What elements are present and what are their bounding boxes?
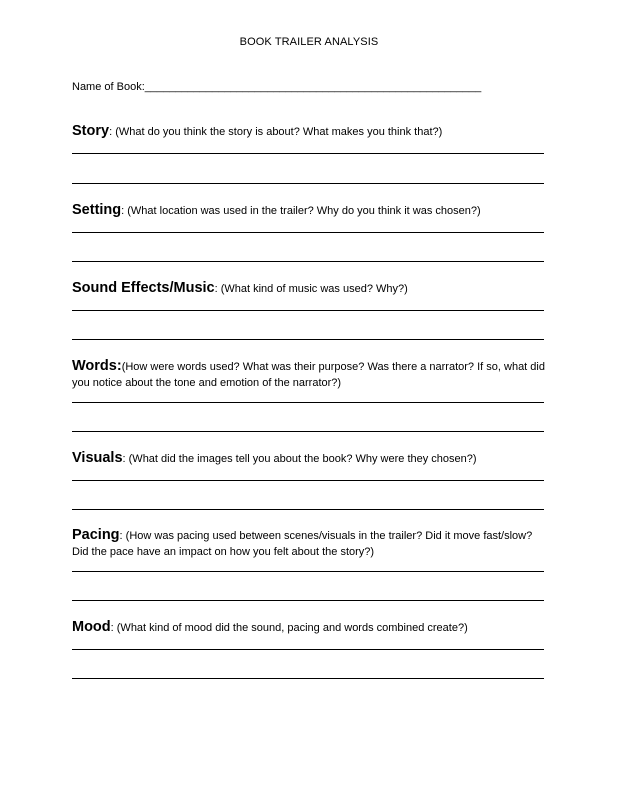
section-prompt: (How were words used? What was their purpose? Was there a narrator? If so, what did you notice about the tone and emotion of the narrator?): [72, 361, 545, 389]
section-label: Setting: [72, 202, 122, 218]
answer-line[interactable]: [72, 402, 544, 403]
name-of-book-blank[interactable]: _______________________________________________________: [144, 81, 482, 93]
answer-line[interactable]: [72, 183, 544, 184]
section-prompt: : (What do you think the story is about? What makes you think that?): [109, 126, 443, 138]
answer-line[interactable]: [72, 509, 544, 510]
section-heading: [72, 280, 546, 297]
section-heading: [72, 619, 546, 636]
section-label: Mood: [72, 619, 111, 635]
section-heading: [72, 123, 546, 140]
section-words: [72, 358, 546, 391]
section-mood: [72, 619, 546, 636]
answer-line[interactable]: [72, 678, 544, 679]
name-of-book-label: Name of Book:: [72, 81, 145, 93]
answer-line[interactable]: [72, 232, 544, 233]
section-prompt: : (What kind of mood did the sound, pacing and words combined create?): [110, 622, 468, 634]
answer-line[interactable]: [72, 310, 544, 311]
section-prompt: : (What kind of music was used? Why?): [214, 283, 408, 295]
answer-line[interactable]: [72, 480, 544, 481]
section-heading: [72, 358, 546, 391]
section-visuals: [72, 450, 546, 467]
section-label: Story: [72, 123, 110, 139]
section-prompt: : (How was pacing used between scenes/visuals in the trailer? Did it move fast/slow? Did the pace have an impact on how you felt about the story?): [72, 530, 533, 558]
section-setting: [72, 202, 546, 219]
section-sound-effects-music: [72, 280, 546, 297]
answer-line[interactable]: [72, 339, 544, 340]
section-label: Words:: [72, 358, 122, 374]
section-heading: [72, 450, 546, 467]
section-prompt: : (What location was used in the trailer? Why do you think it was chosen?): [121, 205, 481, 217]
section-label: Pacing: [72, 527, 120, 543]
answer-line[interactable]: [72, 600, 544, 601]
answer-line[interactable]: [72, 571, 544, 572]
section-label: Sound Effects/Music: [72, 280, 215, 296]
section-prompt: : (What did the images tell you about the book? Why were they chosen?): [122, 453, 477, 465]
answer-line[interactable]: [72, 649, 544, 650]
section-label: Visuals: [72, 450, 123, 466]
name-of-book-field[interactable]: [72, 81, 481, 93]
page-title: BOOK TRAILER ANALYSIS: [239, 36, 379, 48]
section-heading: [72, 527, 546, 560]
section-heading: [72, 202, 546, 219]
answer-line[interactable]: [72, 431, 544, 432]
answer-line[interactable]: [72, 153, 544, 154]
answer-line[interactable]: [72, 261, 544, 262]
section-pacing: [72, 527, 546, 560]
section-story: [72, 123, 546, 140]
